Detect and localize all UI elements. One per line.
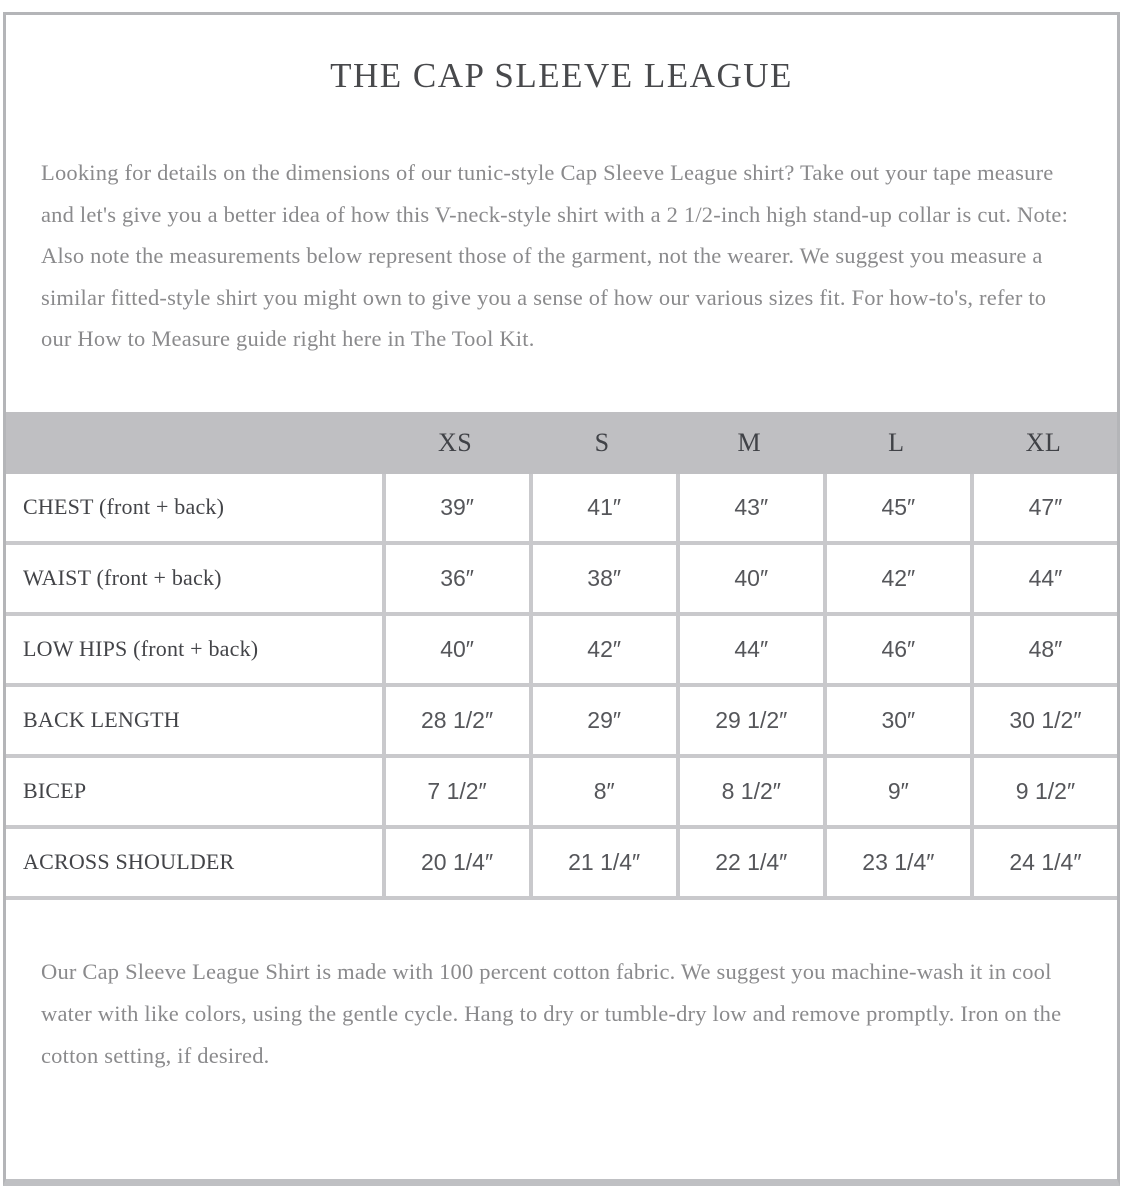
size-chart-header-row (6, 412, 1117, 474)
size-value-cell: 8 1/2″ (676, 758, 823, 825)
size-value-cell: 44″ (970, 545, 1117, 612)
size-value-cell: 39″ (382, 474, 529, 541)
size-chart-table (6, 412, 1117, 900)
size-value-cell: 43″ (676, 474, 823, 541)
size-value-cell: 42″ (529, 616, 676, 683)
care-paragraph: Our Cap Sleeve League Shirt is made with 100 percent cotton fabric. We suggest you machine-wash it in cool water with like colors, using the gentle cycle. Hang to dry or tumble-dry low and remove promptly. Iron on the cotton setting, if desired. (41, 958, 1062, 1068)
size-value-cell: 48″ (970, 616, 1117, 683)
intro-paragraph: Looking for details on the dimensions of our tunic-style Cap Sleeve League shirt? Take out your tape measure and let's give you a better idea of how this V-neck-style shirt with a 2 1/2-inch high stand-up collar is cut. Note: Also note the measurements below represent those of the garment, not the wearer. We suggest you measure a similar fitted-style shirt you might own to give you a sense of how our various sizes fit. For how-to's, refer to our How to Measure guide right here in The Tool Kit. (41, 160, 1069, 351)
row-label: ACROSS SHOULDER (23, 849, 235, 874)
table-row-back-length (6, 687, 1117, 758)
column-header-l: L (888, 427, 905, 457)
size-value-cell: 9 1/2″ (970, 758, 1117, 825)
size-value-cell: 23 1/4″ (823, 829, 970, 896)
row-label: BACK LENGTH (23, 707, 180, 732)
size-value-cell: 29 1/2″ (676, 687, 823, 754)
row-label: BICEP (23, 778, 87, 803)
column-header-s: S (594, 427, 610, 457)
size-value-cell: 46″ (823, 616, 970, 683)
size-guide-card (3, 12, 1120, 1186)
size-value-cell: 28 1/2″ (382, 687, 529, 754)
size-value-cell: 44″ (676, 616, 823, 683)
column-header-xl: XL (1025, 427, 1062, 457)
size-value-cell: 7 1/2″ (382, 758, 529, 825)
table-row-low-hips (6, 616, 1117, 687)
size-value-cell: 45″ (823, 474, 970, 541)
table-row-across-shoulder (6, 829, 1117, 900)
size-value-cell: 40″ (382, 616, 529, 683)
size-value-cell: 40″ (676, 545, 823, 612)
column-header-xs: XS (437, 427, 473, 457)
size-value-cell: 36″ (382, 545, 529, 612)
size-value-cell: 29″ (529, 687, 676, 754)
size-value-cell: 38″ (529, 545, 676, 612)
size-value-cell: 24 1/4″ (970, 829, 1117, 896)
row-label: LOW HIPS (front + back) (23, 636, 259, 661)
row-label: CHEST (front + back) (23, 494, 225, 519)
table-row-waist (6, 545, 1117, 616)
size-value-cell: 8″ (529, 758, 676, 825)
size-value-cell: 30″ (823, 687, 970, 754)
column-header-m: M (737, 427, 762, 457)
table-row-bicep (6, 758, 1117, 829)
row-label: WAIST (front + back) (23, 565, 222, 590)
size-value-cell: 9″ (823, 758, 970, 825)
size-value-cell: 22 1/4″ (676, 829, 823, 896)
size-value-cell: 30 1/2″ (970, 687, 1117, 754)
size-value-cell: 41″ (529, 474, 676, 541)
table-row-chest (6, 474, 1117, 545)
size-value-cell: 20 1/4″ (382, 829, 529, 896)
page-title: THE CAP SLEEVE LEAGUE (330, 56, 793, 95)
size-value-cell: 42″ (823, 545, 970, 612)
size-value-cell: 21 1/4″ (529, 829, 676, 896)
size-value-cell: 47″ (970, 474, 1117, 541)
